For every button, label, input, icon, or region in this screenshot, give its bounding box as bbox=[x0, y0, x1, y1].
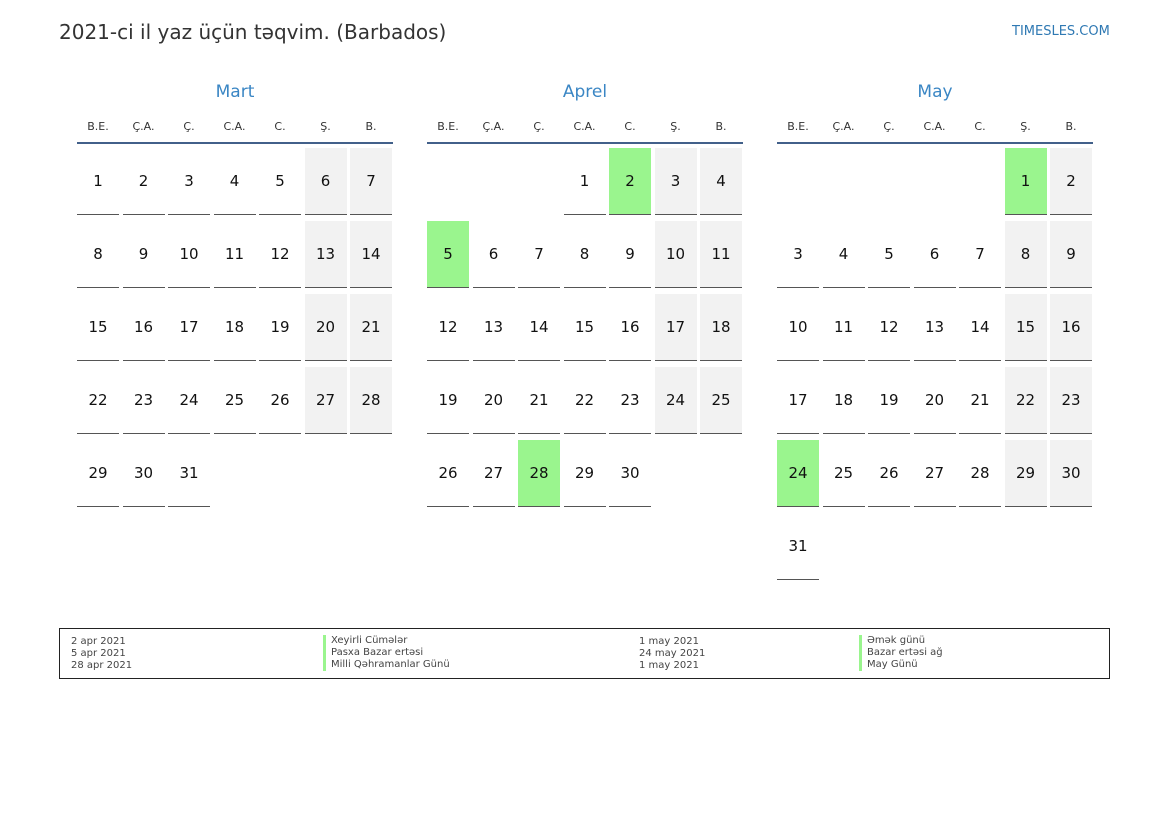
day-cell: 15 bbox=[1005, 294, 1047, 361]
weekday-label: C. bbox=[974, 120, 986, 133]
weekday-label: C. bbox=[274, 120, 286, 133]
day-cell: 23 bbox=[123, 367, 165, 434]
weekday-header bbox=[777, 118, 1093, 144]
day-cell: 29 bbox=[564, 440, 606, 507]
day-cell: 22 bbox=[77, 367, 119, 434]
day-cell: 24 bbox=[168, 367, 210, 434]
day-cell: 22 bbox=[1005, 367, 1047, 434]
day-cell: 4 bbox=[700, 148, 742, 215]
day-cell: 19 bbox=[259, 294, 301, 361]
legend-date: 1 may 2021 bbox=[639, 660, 699, 671]
holiday-day-cell: 5 bbox=[427, 221, 469, 288]
day-cell: 13 bbox=[305, 221, 347, 288]
day-cell: 20 bbox=[305, 294, 347, 361]
day-cell: 28 bbox=[350, 367, 392, 434]
day-cell: 18 bbox=[823, 367, 865, 434]
day-cell: 23 bbox=[609, 367, 651, 434]
day-cell: 8 bbox=[1005, 221, 1047, 288]
weekday-label: Ş. bbox=[320, 120, 331, 133]
legend-holiday-name: Bazar ertəsi ağ bbox=[859, 647, 943, 659]
day-cell: 8 bbox=[564, 221, 606, 288]
day-cell: 12 bbox=[259, 221, 301, 288]
day-cell: 16 bbox=[123, 294, 165, 361]
day-cell: 6 bbox=[473, 221, 515, 288]
weekday-label: C. bbox=[624, 120, 636, 133]
month-name: Aprel bbox=[562, 82, 608, 102]
day-cell: 11 bbox=[823, 294, 865, 361]
weekday-label: B. bbox=[365, 120, 377, 133]
legend-holiday-name: Milli Qəhramanlar Günü bbox=[323, 659, 450, 671]
day-cell: 28 bbox=[959, 440, 1001, 507]
day-cell: 11 bbox=[214, 221, 256, 288]
day-cell: 12 bbox=[868, 294, 910, 361]
day-cell: 17 bbox=[655, 294, 697, 361]
weekday-header bbox=[77, 118, 393, 144]
legend-date: 5 apr 2021 bbox=[71, 648, 126, 659]
day-cell: 30 bbox=[123, 440, 165, 507]
day-cell: 20 bbox=[914, 367, 956, 434]
day-cell: 26 bbox=[427, 440, 469, 507]
day-cell: 1 bbox=[77, 148, 119, 215]
weekday-label: B.E. bbox=[787, 120, 809, 133]
day-cell: 13 bbox=[473, 294, 515, 361]
day-cell: 14 bbox=[350, 221, 392, 288]
legend-date: 28 apr 2021 bbox=[71, 660, 133, 671]
day-cell: 30 bbox=[609, 440, 651, 507]
day-cell: 7 bbox=[959, 221, 1001, 288]
day-cell: 5 bbox=[259, 148, 301, 215]
day-cell: 2 bbox=[123, 148, 165, 215]
legend-holiday-name: Pasxa Bazar ertəsi bbox=[323, 647, 423, 659]
weekday-label: Ş. bbox=[1020, 120, 1031, 133]
day-cell: 5 bbox=[868, 221, 910, 288]
weekday-label: B. bbox=[1065, 120, 1077, 133]
day-cell: 21 bbox=[518, 367, 560, 434]
day-cell: 6 bbox=[305, 148, 347, 215]
day-cell: 21 bbox=[959, 367, 1001, 434]
day-cell: 3 bbox=[777, 221, 819, 288]
day-cell: 10 bbox=[168, 221, 210, 288]
day-cell: 27 bbox=[914, 440, 956, 507]
day-cell: 19 bbox=[427, 367, 469, 434]
day-cell: 27 bbox=[473, 440, 515, 507]
weekday-label: B. bbox=[715, 120, 727, 133]
day-cell: 12 bbox=[427, 294, 469, 361]
day-cell: 9 bbox=[609, 221, 651, 288]
day-cell: 17 bbox=[168, 294, 210, 361]
weekday-label: C.A. bbox=[923, 120, 946, 133]
weekday-label: C.A. bbox=[573, 120, 596, 133]
month-name: May bbox=[917, 82, 953, 102]
day-cell: 23 bbox=[1050, 367, 1092, 434]
legend-holiday-name: Əmək günü bbox=[859, 635, 925, 647]
day-cell: 26 bbox=[259, 367, 301, 434]
day-cell: 9 bbox=[123, 221, 165, 288]
month-name: Mart bbox=[215, 82, 255, 102]
day-cell: 30 bbox=[1050, 440, 1092, 507]
weekday-label: B.E. bbox=[87, 120, 109, 133]
day-cell: 4 bbox=[214, 148, 256, 215]
weekday-label: Ç. bbox=[883, 120, 895, 133]
legend-date: 2 apr 2021 bbox=[71, 636, 126, 647]
legend-holiday-name: May Günü bbox=[859, 659, 918, 671]
day-cell: 8 bbox=[77, 221, 119, 288]
day-cell: 21 bbox=[350, 294, 392, 361]
day-cell: 9 bbox=[1050, 221, 1092, 288]
day-cell: 29 bbox=[1005, 440, 1047, 507]
legend-date: 1 may 2021 bbox=[639, 636, 699, 647]
day-cell: 20 bbox=[473, 367, 515, 434]
day-cell: 25 bbox=[214, 367, 256, 434]
day-cell: 2 bbox=[1050, 148, 1092, 215]
holiday-day-cell: 28 bbox=[518, 440, 560, 507]
weekday-header bbox=[427, 118, 743, 144]
day-cell: 31 bbox=[777, 513, 819, 580]
site-brand-link[interactable]: TIMESLES.COM bbox=[1012, 24, 1110, 39]
day-cell: 10 bbox=[655, 221, 697, 288]
day-cell: 7 bbox=[350, 148, 392, 215]
weekday-label: C.A. bbox=[223, 120, 246, 133]
weekday-label: Ç.A. bbox=[132, 120, 155, 133]
legend-holiday-name: Xeyirli Cümələr bbox=[323, 635, 407, 647]
weekday-label: Ç. bbox=[533, 120, 545, 133]
day-cell: 13 bbox=[914, 294, 956, 361]
day-cell: 15 bbox=[77, 294, 119, 361]
day-cell: 14 bbox=[518, 294, 560, 361]
day-cell: 31 bbox=[168, 440, 210, 507]
legend-date: 24 may 2021 bbox=[639, 648, 706, 659]
day-cell: 4 bbox=[823, 221, 865, 288]
day-cell: 24 bbox=[655, 367, 697, 434]
day-cell: 25 bbox=[823, 440, 865, 507]
day-cell: 10 bbox=[777, 294, 819, 361]
day-cell: 18 bbox=[214, 294, 256, 361]
day-cell: 15 bbox=[564, 294, 606, 361]
weekday-label: Ç.A. bbox=[832, 120, 855, 133]
day-cell: 6 bbox=[914, 221, 956, 288]
holiday-day-cell: 24 bbox=[777, 440, 819, 507]
holiday-day-cell: 1 bbox=[1005, 148, 1047, 215]
weekday-label: Ç. bbox=[183, 120, 195, 133]
day-cell: 1 bbox=[564, 148, 606, 215]
holiday-legend bbox=[59, 628, 1110, 679]
day-cell: 3 bbox=[168, 148, 210, 215]
day-cell: 25 bbox=[700, 367, 742, 434]
holiday-day-cell: 2 bbox=[609, 148, 651, 215]
weekday-label: Ş. bbox=[670, 120, 681, 133]
day-cell: 16 bbox=[1050, 294, 1092, 361]
day-cell: 14 bbox=[959, 294, 1001, 361]
day-cell: 26 bbox=[868, 440, 910, 507]
day-cell: 27 bbox=[305, 367, 347, 434]
day-cell: 16 bbox=[609, 294, 651, 361]
day-cell: 11 bbox=[700, 221, 742, 288]
day-cell: 7 bbox=[518, 221, 560, 288]
day-cell: 17 bbox=[777, 367, 819, 434]
day-cell: 19 bbox=[868, 367, 910, 434]
weekday-label: B.E. bbox=[437, 120, 459, 133]
day-cell: 3 bbox=[655, 148, 697, 215]
weekday-label: Ç.A. bbox=[482, 120, 505, 133]
day-cell: 22 bbox=[564, 367, 606, 434]
page-title: 2021-ci il yaz üçün təqvim. (Barbados) bbox=[59, 20, 447, 44]
day-cell: 29 bbox=[77, 440, 119, 507]
day-cell: 18 bbox=[700, 294, 742, 361]
